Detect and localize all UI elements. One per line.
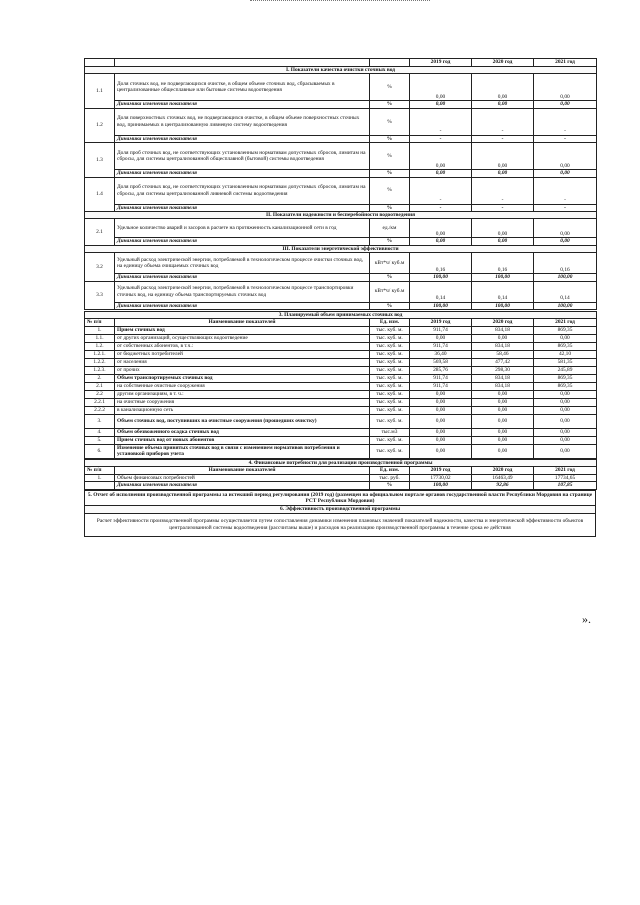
row-value: 869,35	[534, 382, 597, 390]
dynamics-value: 0,00	[410, 238, 472, 245]
row-number: 5.	[85, 436, 115, 444]
indicator-number: 1.1	[85, 74, 115, 108]
indicator-row	[85, 108, 597, 135]
row-unit: тыс. куб. м.	[370, 444, 410, 458]
dynamics-label: Динамика изменения показателя	[115, 135, 370, 142]
dynamics-label: Динамика изменения показателя	[115, 482, 370, 489]
row-value: 285,76	[410, 366, 472, 374]
row-number: 1.2.1.	[85, 350, 115, 358]
indicator-number: 3.2	[85, 253, 115, 281]
indicator-value: 0,00	[534, 74, 597, 101]
table-row	[85, 350, 597, 358]
dynamics-unit: %	[370, 482, 410, 489]
section-title-row	[85, 245, 597, 252]
indicators-table	[84, 58, 597, 310]
indicator-value: 0,00	[472, 143, 534, 170]
row-value: 569,58	[410, 358, 472, 366]
row-value: 245,89	[534, 366, 597, 374]
dynamics-label: Динамика изменения показателя	[115, 101, 370, 108]
row-value: 0,00	[410, 428, 472, 436]
indicator-name: Удельное количество аварий и засоров в расчете на протяженность канализационной сети в год	[115, 219, 370, 238]
row-value: 0,00	[410, 414, 472, 428]
row-number: 1.	[85, 326, 115, 334]
table-row	[85, 358, 597, 366]
table3-header-cell: 2019 год	[410, 319, 472, 326]
table4-title: 4. Финансовые потребности для реализации производственной программы	[85, 459, 597, 466]
row-value: 0,00	[472, 444, 534, 458]
row-value: 0,00	[410, 390, 472, 398]
dynamics-unit: %	[370, 238, 410, 245]
section-title-row	[85, 212, 597, 219]
row-unit: тыс. куб. м.	[370, 436, 410, 444]
row-value: 0,00	[534, 398, 597, 406]
row-value: 0,00	[534, 334, 597, 342]
dynamics-value: 0,00	[410, 101, 472, 108]
row-value: 911,74	[410, 374, 472, 382]
row-value: 477,42	[472, 358, 534, 366]
dynamics-row	[85, 302, 597, 309]
row-name: другим организациям, в т. ч.:	[115, 390, 370, 398]
row-number: 3.	[85, 414, 115, 428]
dynamics-row	[85, 238, 597, 245]
volume-table	[84, 311, 597, 459]
indicator-row	[85, 219, 597, 238]
table-row	[85, 326, 597, 334]
table3-header-cell: 2021 год	[534, 319, 597, 326]
indicator-unit: %	[370, 74, 410, 101]
row-value: 0,00	[410, 406, 472, 414]
table4-header-cell: № п/п	[85, 467, 115, 474]
row-name: от населения	[115, 358, 370, 366]
indicator-row	[85, 281, 597, 302]
dynamics-value: 100,00	[410, 302, 472, 309]
indicator-value: -	[534, 177, 597, 204]
scan-artifact	[250, 0, 430, 5]
indicator-name: Доля поверхностных сточных вод, не подвергающихся очистке, в общем объеме поверхностных сточных вод, принимаемых в централизованную ливневую систему водоотведения	[115, 108, 370, 135]
row-unit: тыс. куб. м.	[370, 358, 410, 366]
indicator-value: 0,00	[534, 143, 597, 170]
row-value: 911,74	[410, 342, 472, 350]
table-row	[85, 436, 597, 444]
report-section	[84, 490, 596, 537]
row-value: 42,10	[534, 350, 597, 358]
row-name: Прием сточных вод от новых абонентов	[115, 436, 370, 444]
table-row	[85, 414, 597, 428]
table-row	[85, 398, 597, 406]
row-value: 0,00	[534, 436, 597, 444]
indicator-value: 0,00	[410, 74, 472, 101]
table-row	[85, 428, 597, 436]
indicator-value: 0,14	[410, 281, 472, 302]
header-cell	[85, 59, 115, 67]
table4-header-cell: Ед. изм.	[370, 467, 410, 474]
indicator-unit: %	[370, 108, 410, 135]
table-row	[85, 366, 597, 374]
dynamics-row	[85, 482, 597, 489]
indicator-value: 0,16	[534, 253, 597, 274]
header-cell: 2020 год	[472, 59, 534, 67]
row-value: 0,00	[472, 398, 534, 406]
table3-header-cell: Ед. изм.	[370, 319, 410, 326]
row-number: 1.2.2.	[85, 358, 115, 366]
row-number: 6.	[85, 444, 115, 458]
table-row	[85, 334, 597, 342]
row-value: 0,00	[410, 398, 472, 406]
table-row	[85, 374, 597, 382]
row-number: 1.	[85, 474, 115, 481]
indicator-row	[85, 177, 597, 204]
indicator-value: 0,00	[472, 219, 534, 238]
table-row	[85, 444, 597, 458]
table3-header-row	[85, 319, 597, 326]
dynamics-unit: %	[370, 101, 410, 108]
indicator-number: 1.4	[85, 177, 115, 211]
row-number: 4.	[85, 428, 115, 436]
dynamics-value: 100,00	[534, 274, 597, 281]
table3-header-cell: 2020 год	[472, 319, 534, 326]
table4-header-cell: 2021 год	[534, 467, 597, 474]
dynamics-unit: %	[370, 274, 410, 281]
indicator-name: Доля сточных вод, не подвергающихся очистке, в общем объеме сточных вод, сбрасываемых в централизованные общесплавные или бытовые системы водоотведения	[115, 74, 370, 101]
table-row	[85, 342, 597, 350]
row-unit: тыс. куб. м.	[370, 326, 410, 334]
row-number	[85, 482, 115, 489]
table-row	[85, 406, 597, 414]
document-sheet	[84, 58, 596, 537]
row-unit: тыс. куб. м.	[370, 398, 410, 406]
table4-header-cell: 2020 год	[472, 467, 534, 474]
row-unit: тыс. куб. м.	[370, 350, 410, 358]
header-cell	[115, 59, 370, 67]
indicator-value: 0,00	[472, 74, 534, 101]
dynamics-value: 0,00	[534, 238, 597, 245]
table3-title-row	[85, 312, 597, 319]
row-value: 0,00	[534, 390, 597, 398]
dynamics-value: 0,00	[472, 238, 534, 245]
row-name: от бюджетных потребителей	[115, 350, 370, 358]
row-value: 0,00	[534, 444, 597, 458]
row-name: в канализационную сеть	[115, 406, 370, 414]
dynamics-value: 0,00	[534, 101, 597, 108]
row-value: 911,74	[410, 326, 472, 334]
row-value: 36,40	[410, 350, 472, 358]
efficiency-text: Расчет эффективности производственной программы осуществляется путем сопоставления динамики изменения плановых значений показателей надежности, качества и энергетической эффективности объектов централизованной системы водоотведения (рассчитаны выше) и расходов на реализацию производственной программы в течение срока ее действия	[96, 518, 584, 531]
dynamics-unit: %	[370, 135, 410, 142]
table-row	[85, 382, 597, 390]
indicator-value: -	[410, 108, 472, 135]
row-value: 298,30	[472, 366, 534, 374]
table4-header-cell: 2019 год	[410, 467, 472, 474]
row-name: от других организаций, осуществляющих водоотведение	[115, 334, 370, 342]
indicator-unit: кВт*ч/ куб.м	[370, 253, 410, 274]
indicator-name: Удельный расход электрической энергии, потребляемой в технологическом процессе транспортировки сточных вод, на единицу объема транспортируемых сточных вод	[115, 281, 370, 302]
row-unit: тыс. куб. м.	[370, 390, 410, 398]
row-value: 17730,02	[410, 474, 472, 481]
row-number: 1.2.	[85, 342, 115, 350]
row-value: 0,00	[534, 414, 597, 428]
table4-title-row	[85, 459, 597, 466]
table-row	[85, 474, 597, 481]
row-unit: тыс. куб. м.	[370, 342, 410, 350]
row-value: 16463,49	[472, 474, 534, 481]
dynamics-value: 0,00	[472, 101, 534, 108]
row-name: Прием сточных вод	[115, 326, 370, 334]
indicator-name: Доля проб сточных вод, не соответствующих установленным нормативам допустимых сбросов, лимитам на сбросы, для системы централизованной ливневой системы водоотведения	[115, 177, 370, 204]
row-value: 0,00	[472, 436, 534, 444]
dynamics-row	[85, 274, 597, 281]
row-value: 869,35	[534, 342, 597, 350]
row-value: 869,35	[534, 326, 597, 334]
closing-quote: ».	[582, 612, 591, 626]
report-text: 5. Отчет об исполнении производственной программы за истекший период регулирования (2019 год) (размещен на официальном портале органов государственной власти Республики Мордовия на странице РСТ Республики Мордовия)	[87, 491, 593, 504]
dynamics-row	[85, 101, 597, 108]
row-value: 0,00	[410, 334, 472, 342]
indicator-value: 0,16	[410, 253, 472, 274]
indicator-unit: %	[370, 143, 410, 170]
indicator-name: Удельный расход электрической энергии, потребляемой в технологическом процессе очистки сточных вод, на единицу объема очищаемых сточных вод	[115, 253, 370, 274]
row-value: 17734,65	[534, 474, 597, 481]
row-name: Объем обезвоженного осадка сточных вод	[115, 428, 370, 436]
row-value: 0,00	[472, 406, 534, 414]
dynamics-value: 107,85	[534, 482, 597, 489]
section-title: III. Показатели энергетической эффективности	[85, 245, 597, 252]
row-number: 2.1	[85, 382, 115, 390]
indicator-value: 0,14	[534, 281, 597, 302]
indicator-unit: %	[370, 177, 410, 204]
table-row	[85, 390, 597, 398]
row-unit: тыс. руб.	[370, 474, 410, 481]
indicator-value: 0,14	[472, 281, 534, 302]
dynamics-value: -	[472, 204, 534, 211]
row-unit: тыс. куб. м.	[370, 374, 410, 382]
row-name: на собственные очистные сооружения	[115, 382, 370, 390]
row-name: от собственных абонентов, в т.ч.:	[115, 342, 370, 350]
table4-header-row	[85, 467, 597, 474]
dynamics-value: -	[534, 204, 597, 211]
indicator-unit: ед./км	[370, 219, 410, 238]
dynamics-unit: %	[370, 204, 410, 211]
dynamics-value: 0,00	[472, 170, 534, 177]
indicator-number: 3.3	[85, 281, 115, 309]
row-number: 2.	[85, 374, 115, 382]
row-unit: тыс.м3	[370, 428, 410, 436]
dynamics-row	[85, 170, 597, 177]
dynamics-label: Динамика изменения показателя	[115, 302, 370, 309]
indicator-value: -	[472, 108, 534, 135]
row-unit: тыс. куб. м.	[370, 414, 410, 428]
dynamics-value: -	[534, 135, 597, 142]
indicator-row	[85, 143, 597, 170]
dynamics-value: -	[410, 135, 472, 142]
row-unit: тыс. куб. м.	[370, 382, 410, 390]
header-cell	[370, 59, 410, 67]
row-value: 0,00	[410, 444, 472, 458]
row-value: 834,18	[472, 382, 534, 390]
dynamics-label: Динамика изменения показателя	[115, 238, 370, 245]
row-value: 869,35	[534, 374, 597, 382]
dynamics-value: 0,00	[410, 170, 472, 177]
row-name: Объем сточных вод, поступивших на очистные сооружения (прошедших очистку)	[115, 414, 370, 428]
row-number: 2.2	[85, 390, 115, 398]
row-name: Изменение объема принятых сточных вод в связи с изменением нормативов потребления и установкой приборов учета	[115, 444, 370, 458]
row-value: 834,18	[472, 342, 534, 350]
table3-header-cell: № п/п	[85, 319, 115, 326]
row-value: 0,00	[472, 390, 534, 398]
header-cell: 2019 год	[410, 59, 472, 67]
row-unit: тыс. куб. м.	[370, 334, 410, 342]
efficiency-title: 6. Эффективность производственной программы	[279, 506, 401, 513]
indicator-value: 0,00	[410, 143, 472, 170]
dynamics-label: Динамика изменения показателя	[115, 274, 370, 281]
row-unit: тыс. куб. м.	[370, 366, 410, 374]
indicator-value: 0,00	[534, 219, 597, 238]
table3-header-cell: Наименование показателей	[115, 319, 370, 326]
indicator-row	[85, 253, 597, 274]
dynamics-unit: %	[370, 170, 410, 177]
dynamics-row	[85, 204, 597, 211]
row-name: Объем финансовых потребностей	[115, 474, 370, 481]
dynamics-value: -	[472, 135, 534, 142]
row-name: Объем транспортируемых сточных вод	[115, 374, 370, 382]
indicator-value: -	[410, 177, 472, 204]
row-unit: тыс. куб. м.	[370, 406, 410, 414]
row-value: 834,18	[472, 326, 534, 334]
indicator-number: 1.3	[85, 143, 115, 177]
indicator-name: Доля проб сточных вод, не соответствующих установленным нормативам допустимых сбросов, лимитам на сбросы, для системы централизованной общесплавной (бытовой) системы водоотведения	[115, 143, 370, 170]
row-number: 1.2.3.	[85, 366, 115, 374]
dynamics-label: Динамика изменения показателя	[115, 170, 370, 177]
row-number: 1.1.	[85, 334, 115, 342]
row-value: 0,00	[472, 334, 534, 342]
section-title-row	[85, 67, 597, 74]
row-name: на очистные сооружения	[115, 398, 370, 406]
header-cell: 2021 год	[534, 59, 597, 67]
indicator-number: 2.1	[85, 219, 115, 245]
row-name: от прочих	[115, 366, 370, 374]
indicator-unit: кВт*ч/ куб.м	[370, 281, 410, 302]
row-number: 2.2.2	[85, 406, 115, 414]
dynamics-value: 100,00	[534, 302, 597, 309]
dynamics-unit: %	[370, 302, 410, 309]
row-value: 0,00	[534, 406, 597, 414]
indicator-number: 1.2	[85, 108, 115, 142]
row-value: 0,00	[472, 414, 534, 428]
dynamics-value: 100,00	[410, 482, 472, 489]
row-value: 581,35	[534, 358, 597, 366]
dynamics-row	[85, 135, 597, 142]
dynamics-value: 0,00	[534, 170, 597, 177]
row-value: 0,00	[410, 436, 472, 444]
table4-header-cell: Наименование показателей	[115, 467, 370, 474]
row-value: 58,46	[472, 350, 534, 358]
dynamics-value: 100,00	[472, 274, 534, 281]
dynamics-value: 100,00	[410, 274, 472, 281]
finance-table	[84, 459, 597, 490]
dynamics-value: 92,86	[472, 482, 534, 489]
indicator-value: -	[534, 108, 597, 135]
row-value: 911,74	[410, 382, 472, 390]
dynamics-label: Динамика изменения показателя	[115, 204, 370, 211]
dynamics-value: 100,00	[472, 302, 534, 309]
section-title: II. Показатели надежности и бесперебойности водоотведения	[85, 212, 597, 219]
year-header-row	[85, 59, 597, 67]
dynamics-value: -	[410, 204, 472, 211]
row-number: 2.2.1	[85, 398, 115, 406]
row-value: 0,00	[472, 428, 534, 436]
indicator-value: -	[472, 177, 534, 204]
section-title: I. Показатели качества очистки сточных вод	[85, 67, 597, 74]
indicator-row	[85, 74, 597, 101]
table3-title: 3. Планируемый объем принимаемых сточных вод	[85, 312, 597, 319]
row-value: 0,00	[534, 428, 597, 436]
indicator-value: 0,16	[472, 253, 534, 274]
indicator-value: 0,00	[410, 219, 472, 238]
row-value: 834,18	[472, 374, 534, 382]
